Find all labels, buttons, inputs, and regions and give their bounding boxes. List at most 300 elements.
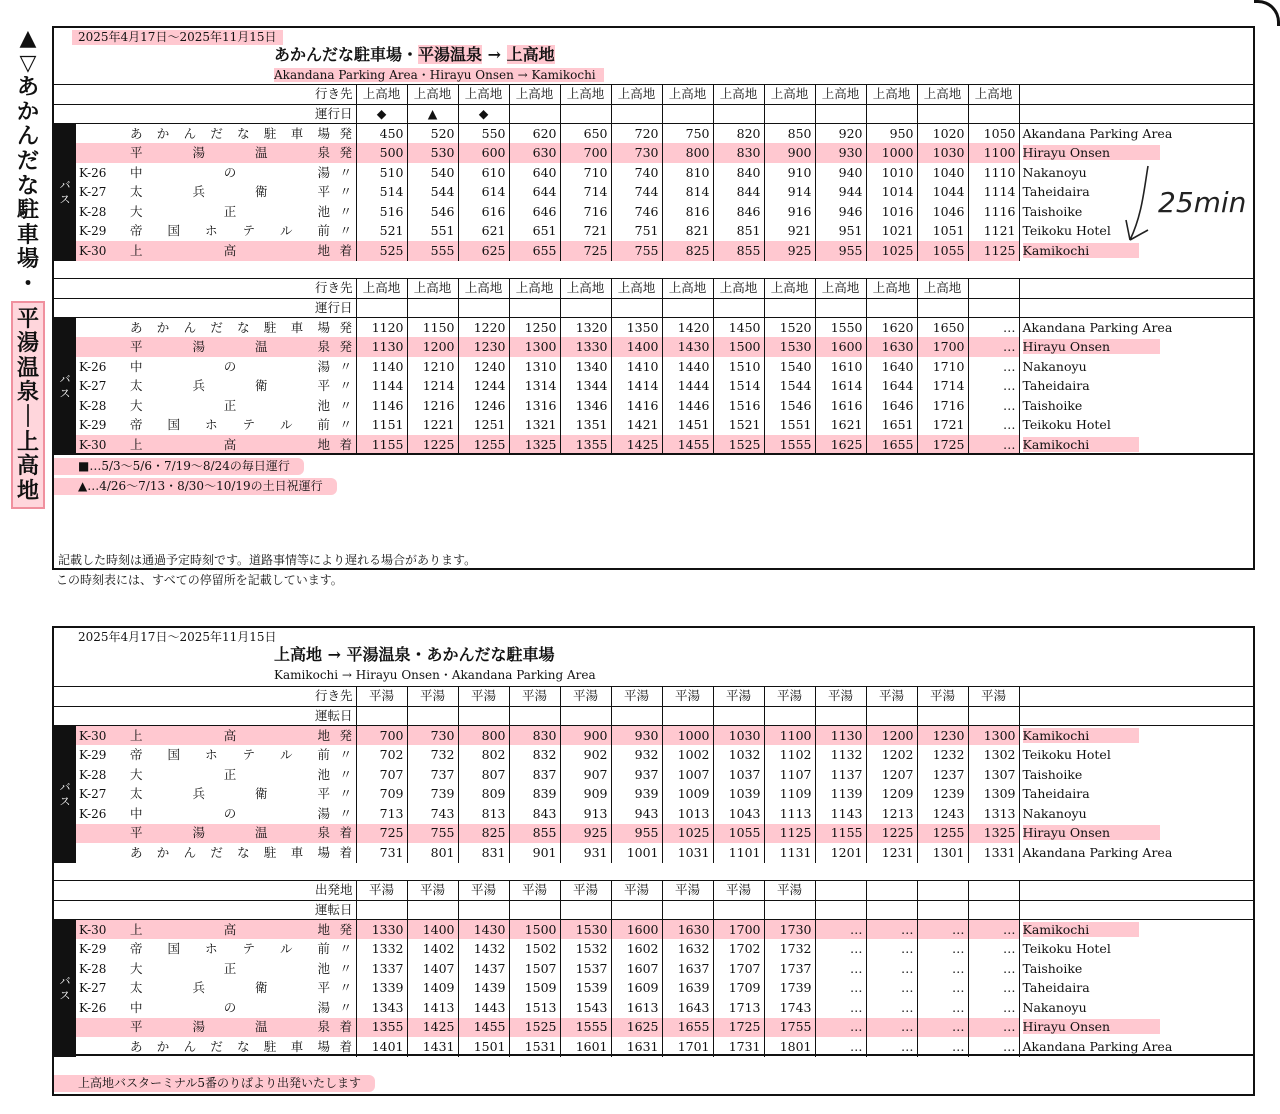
service-day-cell — [866, 298, 917, 318]
stop-name: 大 正 池 — [130, 397, 330, 413]
time-cell: 709 — [356, 784, 407, 804]
arrow-up-icon: ▲ — [19, 25, 37, 51]
time-cell: … — [866, 959, 917, 979]
time-cell: 755 — [611, 241, 662, 261]
stop-suffix: 発 — [336, 726, 356, 746]
time-cell: 1407 — [407, 959, 458, 979]
service-day-cell — [407, 900, 458, 920]
time-cell: 1225 — [407, 435, 458, 455]
time-cell: 1601 — [560, 1037, 611, 1057]
time-cell: 1110 — [968, 163, 1019, 183]
time-cell: 1102 — [764, 745, 815, 765]
destination-cell: 平湯 — [560, 881, 611, 901]
time-cell: 1155 — [356, 435, 407, 455]
stop-name-en: Taheidaira — [1019, 978, 1255, 998]
service-day-cell — [356, 706, 407, 726]
time-cell: 1321 — [509, 416, 560, 436]
time-cell: 725 — [560, 241, 611, 261]
time-cell: 616 — [458, 202, 509, 222]
time-cell: 1000 — [662, 726, 713, 746]
time-cell: 1537 — [560, 959, 611, 979]
service-day-cell — [458, 706, 509, 726]
stop-name-en: Kamikochi — [1019, 726, 1255, 746]
time-cell: 1331 — [968, 843, 1019, 863]
time-cell: 1513 — [509, 998, 560, 1018]
stop-row — [54, 202, 1255, 222]
service-day-cell — [356, 900, 407, 920]
time-cell: 830 — [713, 143, 764, 163]
time-cell: … — [815, 998, 866, 1018]
time-cell: 655 — [509, 241, 560, 261]
time-cell: 1146 — [356, 396, 407, 416]
destination-cell: 上高地 — [509, 279, 560, 299]
time-cell: 1221 — [407, 416, 458, 436]
time-cell: 1031 — [662, 843, 713, 863]
stop-code: K-28 — [79, 767, 107, 782]
service-day-cell — [917, 900, 968, 920]
time-cell: 1351 — [560, 416, 611, 436]
stop-row — [54, 182, 1255, 202]
destination-cell: 上高地 — [917, 85, 968, 105]
time-cell: 1555 — [560, 1018, 611, 1038]
destination-cell: 上高地 — [356, 85, 407, 105]
time-cell: 1030 — [917, 143, 968, 163]
time-cell: … — [968, 376, 1019, 396]
header-row — [54, 706, 1255, 726]
stop-code — [76, 1018, 124, 1038]
stop-suffix: 〃 — [339, 786, 353, 802]
destination-cell: 上高地 — [815, 279, 866, 299]
time-cell: 1150 — [407, 318, 458, 338]
time-cell: … — [815, 1018, 866, 1038]
time-cell: 1137 — [815, 765, 866, 785]
time-cell: 520 — [407, 124, 458, 144]
stop-name-en: Taishoike — [1019, 765, 1255, 785]
destination-cell: 平湯 — [764, 687, 815, 707]
time-cell: 1121 — [968, 222, 1019, 242]
stop-code: K-27 — [79, 787, 107, 802]
service-day-cell — [713, 298, 764, 318]
time-cell: 700 — [560, 143, 611, 163]
time-cell: 1430 — [662, 337, 713, 357]
time-cell: 1409 — [407, 978, 458, 998]
time-cell: 651 — [509, 222, 560, 242]
time-cell: 1614 — [815, 376, 866, 396]
time-cell: … — [968, 318, 1019, 338]
stop-row — [54, 318, 1255, 338]
time-cell: 646 — [509, 202, 560, 222]
time-cell: 1416 — [611, 396, 662, 416]
time-cell: … — [968, 1018, 1019, 1038]
time-cell: 1151 — [356, 416, 407, 436]
page-title: 上高地 → 平湯温泉・あかんだな駐車場 — [274, 645, 555, 664]
row-label: 運転日 — [54, 900, 356, 920]
time-cell: 943 — [611, 804, 662, 824]
time-cell: 1521 — [713, 416, 764, 436]
time-cell: 713 — [356, 804, 407, 824]
time-cell: 710 — [560, 163, 611, 183]
time-cell: 720 — [611, 124, 662, 144]
time-cell: 1214 — [407, 376, 458, 396]
time-cell: … — [968, 357, 1019, 377]
time-cell: … — [968, 978, 1019, 998]
time-cell: 550 — [458, 124, 509, 144]
stop-name: 中 の 湯 — [130, 805, 330, 821]
time-cell: 1055 — [713, 824, 764, 844]
stop-code — [76, 318, 124, 338]
destination-cell: 平湯 — [611, 687, 662, 707]
service-day-cell — [560, 900, 611, 920]
stop-name: 大 正 池 — [130, 203, 330, 219]
destination-cell: 平湯 — [713, 687, 764, 707]
service-day-cell — [764, 900, 815, 920]
service-day-cell — [662, 706, 713, 726]
time-cell: 1325 — [968, 824, 1019, 844]
time-cell: 1130 — [815, 726, 866, 746]
time-cell: 551 — [407, 222, 458, 242]
note-1: 上高地バスターミナル5番のりばより出発いたします — [54, 1075, 375, 1092]
time-cell: 950 — [866, 124, 917, 144]
time-cell: … — [866, 978, 917, 998]
stop-name-en: Taishoike — [1019, 959, 1255, 979]
destination-cell: 上高地 — [611, 279, 662, 299]
service-day-cell — [764, 104, 815, 124]
header-row — [54, 881, 1255, 901]
time-cell: 851 — [713, 222, 764, 242]
time-cell: 1243 — [917, 804, 968, 824]
time-cell: … — [917, 1037, 968, 1057]
footnote-1: 記載した時刻は通過予定時刻です。道路事情等により遅れる場合があります。 — [58, 553, 477, 567]
service-day-cell — [815, 900, 866, 920]
time-cell: 931 — [560, 843, 611, 863]
time-cell: 1551 — [764, 416, 815, 436]
time-cell: … — [917, 978, 968, 998]
service-day-cell — [662, 104, 713, 124]
stop-row — [54, 745, 1255, 765]
stop-name-en: Nakanoyu — [1019, 804, 1255, 824]
stop-code — [76, 843, 124, 863]
time-cell: 807 — [458, 765, 509, 785]
timetable-section-1 — [54, 84, 1255, 261]
time-cell: … — [815, 978, 866, 998]
time-cell: 1355 — [560, 435, 611, 455]
service-day-cell — [458, 900, 509, 920]
time-cell: 731 — [356, 843, 407, 863]
time-cell: 800 — [458, 726, 509, 746]
time-cell: 1132 — [815, 745, 866, 765]
time-cell: 816 — [662, 202, 713, 222]
time-cell: 1000 — [866, 143, 917, 163]
time-cell: 555 — [407, 241, 458, 261]
stop-name-en: Hirayu Onsen — [1019, 143, 1255, 163]
service-day-cell — [509, 900, 560, 920]
stop-code: K-30 — [76, 726, 124, 746]
time-cell: … — [968, 920, 1019, 940]
stop-name: 上 高 地 — [124, 920, 336, 940]
time-cell: 540 — [407, 163, 458, 183]
time-cell: 600 — [458, 143, 509, 163]
time-cell: 1644 — [866, 376, 917, 396]
time-cell: 1743 — [764, 998, 815, 1018]
time-cell: 1530 — [764, 337, 815, 357]
time-cell: 1439 — [458, 978, 509, 998]
stop-suffix: 発 — [336, 143, 356, 163]
stop-name: 中 の 湯 — [130, 164, 330, 180]
stop-row — [54, 726, 1255, 746]
service-day-cell — [866, 900, 917, 920]
service-day-cell — [764, 706, 815, 726]
time-cell: 1602 — [611, 939, 662, 959]
time-cell: 1202 — [866, 745, 917, 765]
time-cell: 743 — [407, 804, 458, 824]
time-cell: 625 — [458, 241, 509, 261]
time-cell: 921 — [764, 222, 815, 242]
time-cell: 1702 — [713, 939, 764, 959]
time-cell: 951 — [815, 222, 866, 242]
service-day-cell — [509, 104, 560, 124]
time-cell: 1732 — [764, 939, 815, 959]
stop-row — [54, 765, 1255, 785]
service-day-cell — [764, 298, 815, 318]
time-cell: … — [968, 396, 1019, 416]
stop-name: 平 湯 温 泉 — [124, 1018, 336, 1038]
time-cell: 930 — [815, 143, 866, 163]
time-cell: 1350 — [611, 318, 662, 338]
time-cell: 1320 — [560, 318, 611, 338]
time-cell: 1540 — [764, 357, 815, 377]
time-cell: 521 — [356, 222, 407, 242]
destination-cell: 平湯 — [917, 687, 968, 707]
stop-name: 大 正 池 — [130, 766, 330, 782]
time-cell: 1337 — [356, 959, 407, 979]
stop-row — [54, 959, 1255, 979]
time-cell: 1231 — [866, 843, 917, 863]
time-cell: 1039 — [713, 784, 764, 804]
stop-name: 帝 国 ホ テ ル 前 — [130, 941, 330, 957]
stop-suffix: 〃 — [339, 960, 353, 976]
time-cell: 1509 — [509, 978, 560, 998]
stop-row — [54, 1018, 1255, 1038]
row-label: 運転日 — [54, 706, 356, 726]
time-cell: 1455 — [662, 435, 713, 455]
stop-row — [54, 376, 1255, 396]
destination-cell: 平湯 — [407, 881, 458, 901]
service-day-cell — [713, 706, 764, 726]
time-cell: 1046 — [917, 202, 968, 222]
stop-code: K-29 — [79, 748, 107, 763]
time-cell: 740 — [611, 163, 662, 183]
time-cell: 1055 — [917, 241, 968, 261]
time-cell: 1244 — [458, 376, 509, 396]
date-range: 2025年4月17日～2025年11月15日 — [78, 630, 277, 644]
stop-row — [54, 163, 1255, 183]
stop-row — [54, 416, 1255, 436]
time-cell: 1630 — [866, 337, 917, 357]
time-cell: 1201 — [815, 843, 866, 863]
footnote-2: この時刻表には、すべての停留所を記載しています。 — [56, 573, 343, 587]
time-cell: 1725 — [917, 435, 968, 455]
destination-cell: 上高地 — [662, 85, 713, 105]
service-day-cell — [509, 706, 560, 726]
time-cell: 1120 — [356, 318, 407, 338]
service-day-cell — [917, 706, 968, 726]
time-cell: 1209 — [866, 784, 917, 804]
time-cell: 1313 — [968, 804, 1019, 824]
stop-code — [76, 143, 124, 163]
stop-suffix: 着 — [336, 824, 356, 844]
destination-cell: 上高地 — [713, 85, 764, 105]
destination-cell: 平湯 — [611, 881, 662, 901]
stop-code: K-27 — [79, 185, 107, 200]
time-cell: 1713 — [713, 998, 764, 1018]
time-cell: 809 — [458, 784, 509, 804]
time-cell: … — [866, 998, 917, 1018]
time-cell: 1543 — [560, 998, 611, 1018]
time-cell: 1032 — [713, 745, 764, 765]
time-cell: 1307 — [968, 765, 1019, 785]
time-cell: 916 — [764, 202, 815, 222]
time-cell: 1637 — [662, 959, 713, 979]
time-cell: 1330 — [560, 337, 611, 357]
service-day-cell — [407, 706, 458, 726]
stop-suffix: 〃 — [339, 397, 353, 413]
time-cell: 1640 — [866, 357, 917, 377]
time-cell: 732 — [407, 745, 458, 765]
time-cell: 1655 — [866, 435, 917, 455]
time-cell: 821 — [662, 222, 713, 242]
service-day-cell — [968, 900, 1019, 920]
bus-label: バ ス — [54, 726, 76, 863]
service-day-cell: ▲ — [407, 104, 458, 124]
time-cell: 1255 — [458, 435, 509, 455]
stop-row — [54, 241, 1255, 261]
time-cell: … — [917, 939, 968, 959]
time-cell: 901 — [509, 843, 560, 863]
stop-code: K-28 — [79, 204, 107, 219]
time-cell: 1232 — [917, 745, 968, 765]
service-day-cell: ◆ — [356, 104, 407, 124]
time-cell: 1443 — [458, 998, 509, 1018]
time-cell: 839 — [509, 784, 560, 804]
time-cell: 1139 — [815, 784, 866, 804]
stop-name-en: Hirayu Onsen — [1019, 337, 1255, 357]
destination-cell: 平湯 — [968, 687, 1019, 707]
handwritten-annotation — [1120, 160, 1255, 252]
stop-name-en: Hirayu Onsen — [1019, 824, 1255, 844]
time-cell: 610 — [458, 163, 509, 183]
sidebar-line1: あ か ん だ な 駐 車 場 ・ — [16, 74, 39, 297]
destination-cell — [815, 881, 866, 901]
time-cell: 1500 — [509, 920, 560, 940]
time-cell: 1500 — [713, 337, 764, 357]
stop-code: K-28 — [79, 961, 107, 976]
destination-cell: 上高地 — [866, 85, 917, 105]
stop-name: あ か ん だ な 駐 車 場 — [130, 125, 330, 141]
time-cell: 1716 — [917, 396, 968, 416]
stop-name: あ か ん だ な 駐 車 場 — [130, 319, 330, 335]
time-cell: 1113 — [764, 804, 815, 824]
time-cell: 1451 — [662, 416, 713, 436]
time-cell: 1213 — [866, 804, 917, 824]
destination-cell — [917, 881, 968, 901]
stop-name-en: Kamikochi — [1019, 241, 1255, 261]
destination-cell: 平湯 — [662, 881, 713, 901]
time-cell: 1737 — [764, 959, 815, 979]
destination-cell: 上高地 — [509, 85, 560, 105]
time-cell: 932 — [611, 745, 662, 765]
time-cell: 1240 — [458, 357, 509, 377]
stop-name-en: Nakanoyu — [1019, 163, 1255, 183]
stop-suffix: 〃 — [339, 805, 353, 821]
time-cell: 855 — [509, 824, 560, 844]
stop-name: 上 高 地 — [124, 726, 336, 746]
time-cell: … — [917, 1018, 968, 1038]
destination-cell: 上高地 — [764, 85, 815, 105]
notes — [54, 453, 1255, 513]
destination-cell: 上高地 — [917, 279, 968, 299]
stop-row — [54, 824, 1255, 844]
stop-row — [54, 124, 1255, 144]
time-cell: 913 — [560, 804, 611, 824]
destination-cell: 平湯 — [764, 881, 815, 901]
time-cell: 955 — [815, 241, 866, 261]
time-cell: 1002 — [662, 745, 713, 765]
service-day-cell — [662, 298, 713, 318]
time-cell: 1314 — [509, 376, 560, 396]
time-cell: 1040 — [917, 163, 968, 183]
service-day-cell — [458, 298, 509, 318]
stop-name: 太 兵 衛 平 — [130, 184, 330, 200]
destination-cell: 平湯 — [815, 687, 866, 707]
time-cell: 850 — [764, 124, 815, 144]
stop-suffix: 〃 — [339, 223, 353, 239]
stop-name-en: Teikoku Hotel — [1019, 416, 1255, 436]
time-cell: 1413 — [407, 998, 458, 1018]
time-cell: 500 — [356, 143, 407, 163]
time-cell: 1246 — [458, 396, 509, 416]
time-cell: 1546 — [764, 396, 815, 416]
stop-suffix: 〃 — [339, 417, 353, 433]
time-cell: 737 — [407, 765, 458, 785]
stop-code: K-28 — [79, 398, 107, 413]
stop-name: あ か ん だ な 駐 車 場 — [130, 1039, 330, 1055]
destination-cell: 上高地 — [713, 279, 764, 299]
time-cell: … — [815, 920, 866, 940]
destination-cell: 平湯 — [560, 687, 611, 707]
time-cell: 746 — [611, 202, 662, 222]
row-label: 出発地 — [54, 881, 356, 901]
time-cell: … — [968, 435, 1019, 455]
time-cell: … — [815, 1037, 866, 1057]
stop-suffix: 〃 — [339, 358, 353, 374]
time-cell: … — [866, 920, 917, 940]
stop-name: 中 の 湯 — [130, 999, 330, 1015]
time-cell: 1613 — [611, 998, 662, 1018]
time-cell: 1514 — [713, 376, 764, 396]
stop-code: K-27 — [79, 981, 107, 996]
time-cell: 1651 — [866, 416, 917, 436]
service-day-cell — [713, 900, 764, 920]
destination-cell: 平湯 — [407, 687, 458, 707]
time-cell: 1010 — [866, 163, 917, 183]
time-cell: 1432 — [458, 939, 509, 959]
time-cell: 955 — [611, 824, 662, 844]
row-label: 行き先 — [54, 85, 356, 105]
stop-name: 平 湯 温 泉 — [124, 824, 336, 844]
time-cell: 832 — [509, 745, 560, 765]
destination-cell: 上高地 — [407, 279, 458, 299]
time-cell: 450 — [356, 124, 407, 144]
